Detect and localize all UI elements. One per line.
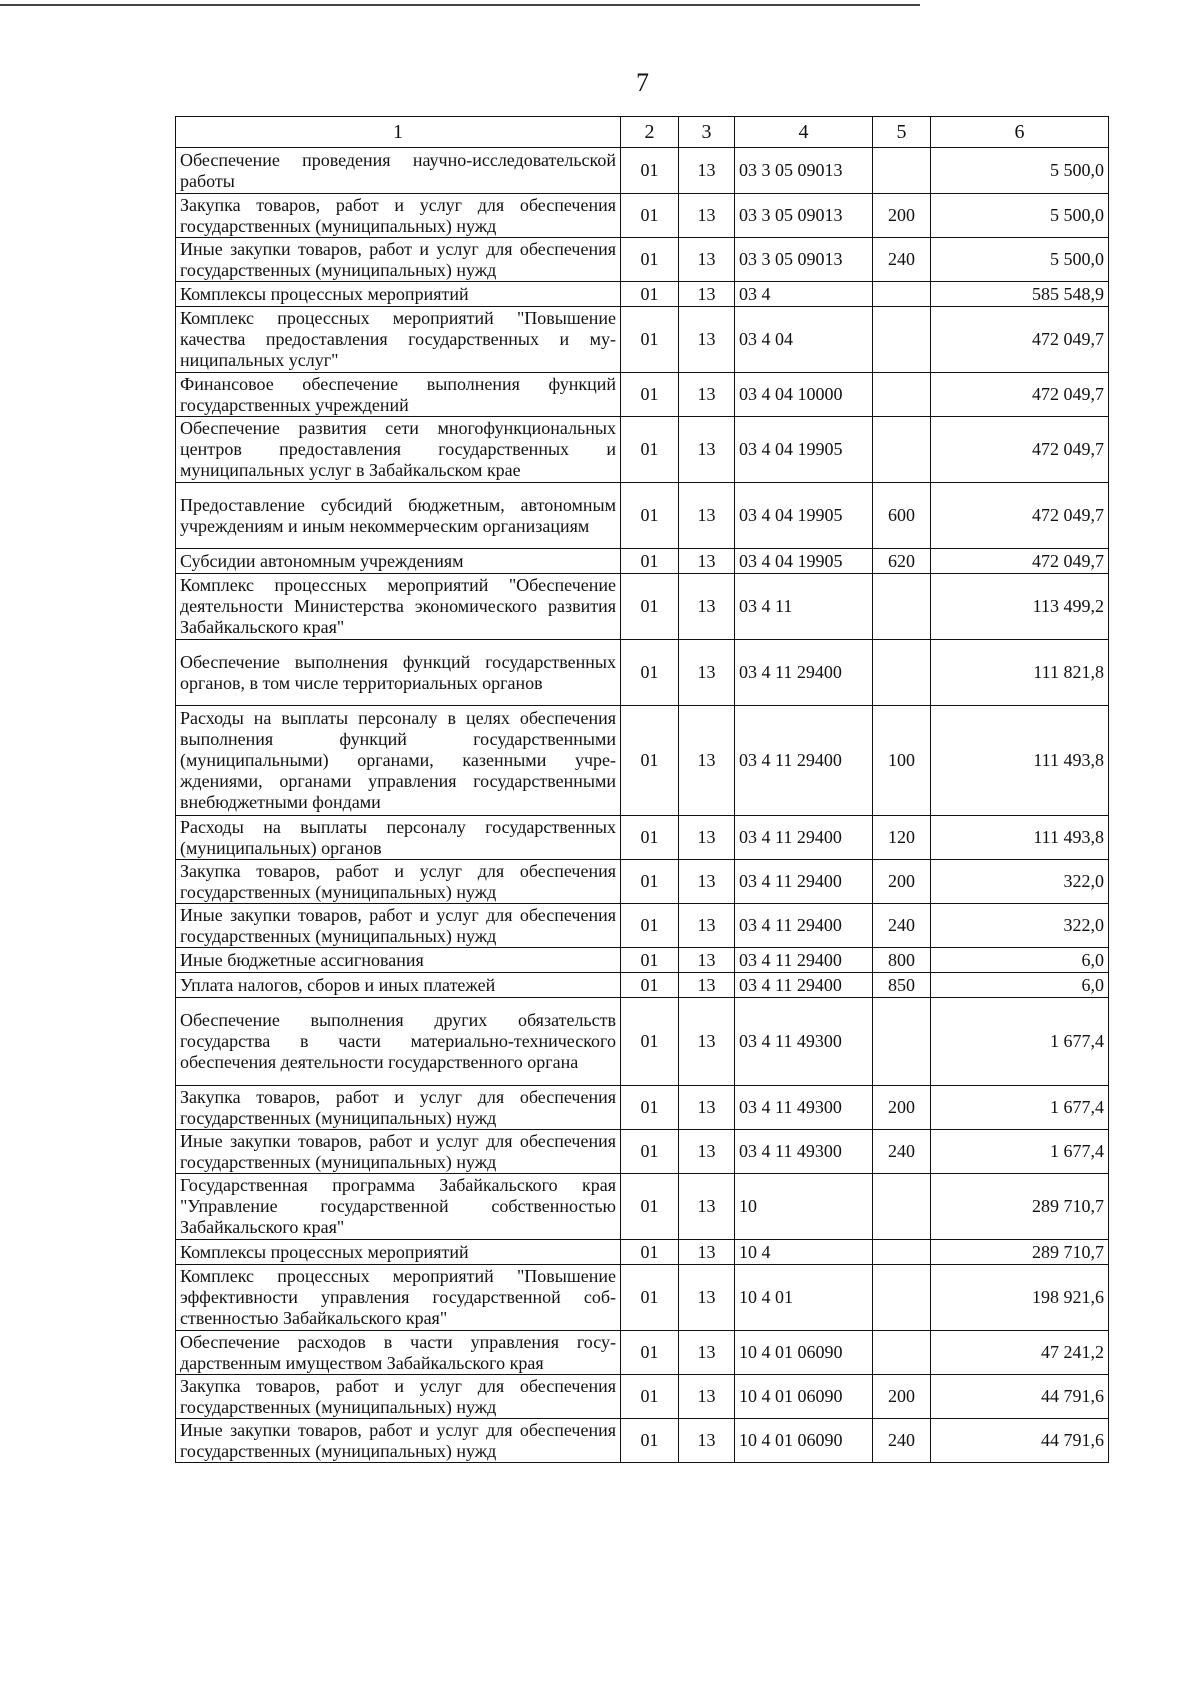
table-row	[176, 148, 1109, 194]
row-target-code-cell: 03 4 04	[735, 307, 873, 373]
header-cell-1: 1	[176, 117, 621, 148]
row-section-cell: 01	[621, 1174, 679, 1240]
row-section-cell: 01	[621, 483, 679, 549]
row-expense-type-cell	[873, 417, 931, 483]
row-section-cell: 01	[621, 194, 679, 238]
row-expense-type-cell	[873, 998, 931, 1086]
row-target-code-cell: 10 4	[735, 1240, 873, 1265]
row-expense-type-cell: 240	[873, 1419, 931, 1463]
row-amount-cell: 472 049,7	[931, 373, 1109, 417]
row-target-code-cell: 03 3 05 09013	[735, 194, 873, 238]
row-expense-type-cell	[873, 1265, 931, 1331]
table-row	[176, 973, 1109, 998]
row-subsection-cell: 13	[679, 574, 735, 640]
row-subsection-cell: 13	[679, 307, 735, 373]
top-rule	[0, 4, 920, 6]
row-expense-type-cell	[873, 373, 931, 417]
row-amount-cell: 1 677,4	[931, 998, 1109, 1086]
table-row	[176, 816, 1109, 860]
row-name-cell: Иные закупки товаров, работ и услуг для обеспечения государственных (муниципальных) нужд	[176, 1130, 621, 1174]
row-name-cell: Закупка товаров, работ и услуг для обеспечения государственных (муниципальных) нужд	[176, 1086, 621, 1130]
table-row	[176, 706, 1109, 816]
row-section-cell: 01	[621, 549, 679, 574]
table-row	[176, 998, 1109, 1086]
row-amount-cell: 111 493,8	[931, 816, 1109, 860]
row-amount-cell: 44 791,6	[931, 1375, 1109, 1419]
row-target-code-cell: 10 4 01 06090	[735, 1331, 873, 1375]
row-section-cell: 01	[621, 417, 679, 483]
row-expense-type-cell: 200	[873, 860, 931, 904]
row-section-cell: 01	[621, 282, 679, 307]
row-target-code-cell: 03 4 11 29400	[735, 706, 873, 816]
row-expense-type-cell: 240	[873, 1130, 931, 1174]
header-cell-2: 2	[621, 117, 679, 148]
table-row	[176, 373, 1109, 417]
row-target-code-cell: 03 4 11 49300	[735, 998, 873, 1086]
table-row	[176, 1419, 1109, 1463]
row-amount-cell: 113 499,2	[931, 574, 1109, 640]
row-expense-type-cell	[873, 574, 931, 640]
row-expense-type-cell	[873, 1174, 931, 1240]
row-expense-type-cell	[873, 1331, 931, 1375]
table-row	[176, 1265, 1109, 1331]
table-row	[176, 860, 1109, 904]
row-target-code-cell: 03 4 11 29400	[735, 860, 873, 904]
row-name-cell: Обеспечение расходов в части управления государственным имуществом Забайкальского края	[176, 1331, 621, 1375]
row-target-code-cell: 03 4 11 49300	[735, 1086, 873, 1130]
table-row	[176, 640, 1109, 706]
row-expense-type-cell	[873, 148, 931, 194]
row-expense-type-cell: 620	[873, 549, 931, 574]
row-target-code-cell: 10 4 01 06090	[735, 1375, 873, 1419]
table-row	[176, 1375, 1109, 1419]
row-target-code-cell: 03 4 04 10000	[735, 373, 873, 417]
row-subsection-cell: 13	[679, 1240, 735, 1265]
row-amount-cell: 6,0	[931, 948, 1109, 973]
row-subsection-cell: 13	[679, 148, 735, 194]
row-subsection-cell: 13	[679, 417, 735, 483]
row-target-code-cell: 03 4 11 29400	[735, 973, 873, 998]
row-expense-type-cell: 240	[873, 904, 931, 948]
row-name-cell: Иные закупки товаров, работ и услуг для обеспечения государственных (муниципальных) нужд	[176, 904, 621, 948]
row-target-code-cell: 03 4 04 19905	[735, 417, 873, 483]
row-amount-cell: 111 493,8	[931, 706, 1109, 816]
row-amount-cell: 1 677,4	[931, 1086, 1109, 1130]
row-subsection-cell: 13	[679, 1174, 735, 1240]
row-amount-cell: 472 049,7	[931, 549, 1109, 574]
row-subsection-cell: 13	[679, 1419, 735, 1463]
row-expense-type-cell: 200	[873, 1375, 931, 1419]
row-section-cell: 01	[621, 998, 679, 1086]
row-name-cell: Закупка товаров, работ и услуг для обеспечения государственных (муниципальных) нужд	[176, 860, 621, 904]
page-number: 7	[636, 68, 649, 97]
row-expense-type-cell: 600	[873, 483, 931, 549]
row-section-cell: 01	[621, 1419, 679, 1463]
row-target-code-cell: 10 4 01	[735, 1265, 873, 1331]
row-target-code-cell: 03 4 11 29400	[735, 640, 873, 706]
row-section-cell: 01	[621, 307, 679, 373]
row-section-cell: 01	[621, 1331, 679, 1375]
row-expense-type-cell: 120	[873, 816, 931, 860]
row-subsection-cell: 13	[679, 549, 735, 574]
row-subsection-cell: 13	[679, 706, 735, 816]
row-subsection-cell: 13	[679, 816, 735, 860]
row-section-cell: 01	[621, 640, 679, 706]
row-name-cell: Обеспечение выполнения функций государственных органов, в том числе территориальных органов	[176, 640, 621, 706]
row-amount-cell: 472 049,7	[931, 483, 1109, 549]
row-expense-type-cell: 200	[873, 1086, 931, 1130]
row-section-cell: 01	[621, 860, 679, 904]
row-target-code-cell: 03 4 11 49300	[735, 1130, 873, 1174]
row-target-code-cell: 03 4	[735, 282, 873, 307]
row-target-code-cell: 03 4 11	[735, 574, 873, 640]
table-row	[176, 483, 1109, 549]
header-cell-5: 5	[873, 117, 931, 148]
row-section-cell: 01	[621, 1375, 679, 1419]
row-subsection-cell: 13	[679, 1086, 735, 1130]
table-row	[176, 1240, 1109, 1265]
row-expense-type-cell	[873, 282, 931, 307]
table-row	[176, 1331, 1109, 1375]
row-name-cell: Иные закупки товаров, работ и услуг для обеспечения государственных (муниципальных) нужд	[176, 1419, 621, 1463]
row-expense-type-cell: 240	[873, 238, 931, 282]
row-subsection-cell: 13	[679, 998, 735, 1086]
row-expense-type-cell: 200	[873, 194, 931, 238]
row-amount-cell: 585 548,9	[931, 282, 1109, 307]
row-amount-cell: 322,0	[931, 904, 1109, 948]
row-section-cell: 01	[621, 973, 679, 998]
row-target-code-cell: 03 4 04 19905	[735, 483, 873, 549]
table-row	[176, 574, 1109, 640]
table-row	[176, 417, 1109, 483]
header-row	[176, 117, 1109, 148]
row-section-cell: 01	[621, 238, 679, 282]
table-row	[176, 307, 1109, 373]
row-section-cell: 01	[621, 1240, 679, 1265]
row-section-cell: 01	[621, 1130, 679, 1174]
row-amount-cell: 111 821,8	[931, 640, 1109, 706]
row-section-cell: 01	[621, 1086, 679, 1130]
row-name-cell: Субсидии автономным учреждениям	[176, 549, 621, 574]
header-cell-6: 6	[931, 117, 1109, 148]
row-expense-type-cell: 850	[873, 973, 931, 998]
row-amount-cell: 472 049,7	[931, 417, 1109, 483]
row-section-cell: 01	[621, 816, 679, 860]
row-subsection-cell: 13	[679, 373, 735, 417]
table-row	[176, 948, 1109, 973]
row-subsection-cell: 13	[679, 238, 735, 282]
row-section-cell: 01	[621, 574, 679, 640]
row-amount-cell: 198 921,6	[931, 1265, 1109, 1331]
row-subsection-cell: 13	[679, 1331, 735, 1375]
row-target-code-cell: 03 3 05 09013	[735, 238, 873, 282]
row-amount-cell: 44 791,6	[931, 1419, 1109, 1463]
row-amount-cell: 6,0	[931, 973, 1109, 998]
row-name-cell: Предоставление субсидий бюджетным, автономным учреждениям и иным некоммерческим организациям	[176, 483, 621, 549]
row-section-cell: 01	[621, 1265, 679, 1331]
row-amount-cell: 289 710,7	[931, 1174, 1109, 1240]
row-subsection-cell: 13	[679, 904, 735, 948]
table-row	[176, 1130, 1109, 1174]
row-name-cell: Уплата налогов, сборов и иных платежей	[176, 973, 621, 998]
table-row	[176, 549, 1109, 574]
row-amount-cell: 5 500,0	[931, 148, 1109, 194]
table-row	[176, 282, 1109, 307]
table-row	[176, 194, 1109, 238]
row-amount-cell: 5 500,0	[931, 238, 1109, 282]
row-subsection-cell: 13	[679, 483, 735, 549]
row-expense-type-cell: 800	[873, 948, 931, 973]
row-name-cell: Закупка товаров, работ и услуг для обеспечения государственных (муниципальных) нужд	[176, 1375, 621, 1419]
row-name-cell: Финансовое обеспечение выполнения функций государственных учреждений	[176, 373, 621, 417]
row-section-cell: 01	[621, 706, 679, 816]
row-section-cell: 01	[621, 904, 679, 948]
row-expense-type-cell: 100	[873, 706, 931, 816]
row-name-cell: Комплексы процессных мероприятий	[176, 1240, 621, 1265]
row-name-cell: Обеспечение проведения научно-исследовательской работы	[176, 148, 621, 194]
row-subsection-cell: 13	[679, 194, 735, 238]
row-name-cell: Комплекс процессных мероприятий "Повышение эффективности управления государственной собственностью Забайкальского края"	[176, 1265, 621, 1331]
row-expense-type-cell	[873, 307, 931, 373]
row-amount-cell: 1 677,4	[931, 1130, 1109, 1174]
row-name-cell: Закупка товаров, работ и услуг для обеспечения государственных (муниципальных) нужд	[176, 194, 621, 238]
row-amount-cell: 322,0	[931, 860, 1109, 904]
row-subsection-cell: 13	[679, 282, 735, 307]
row-subsection-cell: 13	[679, 860, 735, 904]
table-row	[176, 238, 1109, 282]
row-expense-type-cell	[873, 1240, 931, 1265]
budget-table	[175, 116, 1109, 1463]
row-subsection-cell: 13	[679, 973, 735, 998]
header-cell-4: 4	[735, 117, 873, 148]
row-subsection-cell: 13	[679, 1375, 735, 1419]
row-amount-cell: 47 241,2	[931, 1331, 1109, 1375]
row-name-cell: Государственная программа Забайкальского края "Управление государственной собственностью Забайкальского края"	[176, 1174, 621, 1240]
row-name-cell: Расходы на выплаты персоналу государственных (муниципальных) органов	[176, 816, 621, 860]
row-subsection-cell: 13	[679, 948, 735, 973]
row-name-cell: Иные бюджетные ассигнования	[176, 948, 621, 973]
row-name-cell: Обеспечение развития сети многофункциональных центров предоставления государственных и муниципальных услуг в Забайкальском крае	[176, 417, 621, 483]
row-target-code-cell: 10	[735, 1174, 873, 1240]
row-name-cell: Комплекс процессных мероприятий "Обеспечение деятельности Министерства экономического развития Забайкальского края"	[176, 574, 621, 640]
row-section-cell: 01	[621, 373, 679, 417]
row-name-cell: Обеспечение выполнения других обязательств государства в части материально-технического обеспечения деятельности государственного органа	[176, 998, 621, 1086]
row-name-cell: Комплексы процессных мероприятий	[176, 282, 621, 307]
row-target-code-cell: 03 4 11 29400	[735, 948, 873, 973]
row-name-cell: Иные закупки товаров, работ и услуг для обеспечения государственных (муниципальных) нужд	[176, 238, 621, 282]
row-target-code-cell: 03 4 11 29400	[735, 904, 873, 948]
row-name-cell: Комплекс процессных мероприятий "Повышение качества предоставления государственных и муниципальных услуг"	[176, 307, 621, 373]
table-row	[176, 1086, 1109, 1130]
row-target-code-cell: 03 4 11 29400	[735, 816, 873, 860]
header-cell-3: 3	[679, 117, 735, 148]
row-target-code-cell: 03 4 04 19905	[735, 549, 873, 574]
row-name-cell: Расходы на выплаты персоналу в целях обеспечения выполнения функций государственными (муниципальными) органами, казенными учреждениями, органами управления государственными внебюджетными фондами	[176, 706, 621, 816]
row-target-code-cell: 03 3 05 09013	[735, 148, 873, 194]
row-target-code-cell: 10 4 01 06090	[735, 1419, 873, 1463]
table-row	[176, 1174, 1109, 1240]
table-row	[176, 904, 1109, 948]
row-section-cell: 01	[621, 148, 679, 194]
row-subsection-cell: 13	[679, 640, 735, 706]
row-subsection-cell: 13	[679, 1130, 735, 1174]
row-amount-cell: 289 710,7	[931, 1240, 1109, 1265]
row-amount-cell: 5 500,0	[931, 194, 1109, 238]
row-subsection-cell: 13	[679, 1265, 735, 1331]
row-section-cell: 01	[621, 948, 679, 973]
row-amount-cell: 472 049,7	[931, 307, 1109, 373]
row-expense-type-cell	[873, 640, 931, 706]
